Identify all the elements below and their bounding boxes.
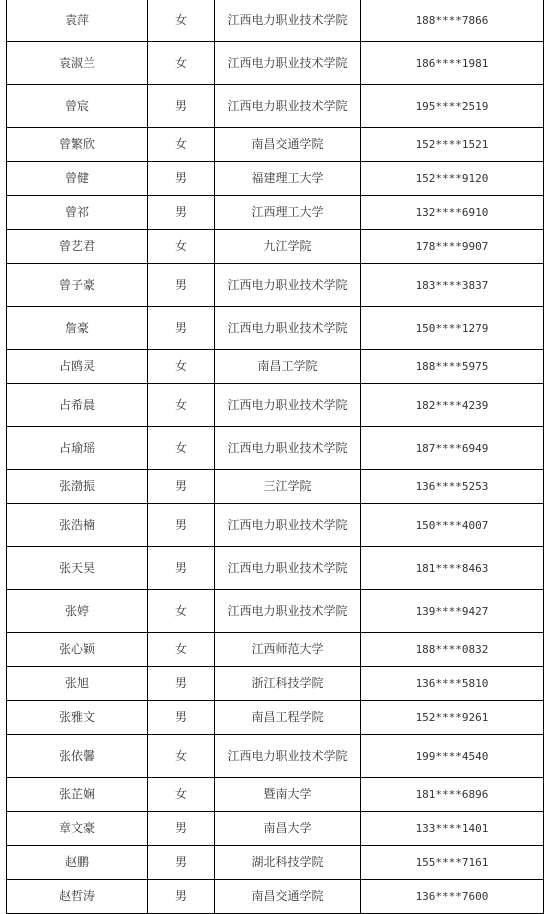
table-row: [7, 85, 544, 128]
name-cell: 张婷: [7, 590, 148, 633]
phone-cell: 152****9261: [361, 701, 544, 735]
school-cell: 江西师范大学: [215, 633, 361, 667]
gender-cell: 女: [148, 735, 215, 778]
name-cell: 张雅文: [7, 701, 148, 735]
school-cell: 江西电力职业技术学院: [215, 547, 361, 590]
school-cell: 南昌工学院: [215, 350, 361, 384]
table-row: [7, 504, 544, 547]
table-row: [7, 230, 544, 264]
roster-table: [6, 0, 544, 914]
school-cell: 暨南大学: [215, 778, 361, 812]
table-row: [7, 701, 544, 735]
phone-cell: 136****5253: [361, 470, 544, 504]
school-cell: 江西电力职业技术学院: [215, 735, 361, 778]
school-cell: 江西电力职业技术学院: [215, 384, 361, 427]
gender-cell: 女: [148, 778, 215, 812]
school-cell: 江西理工大学: [215, 196, 361, 230]
name-cell: 占鸥灵: [7, 350, 148, 384]
name-cell: 曾健: [7, 162, 148, 196]
phone-cell: 133****1401: [361, 812, 544, 846]
phone-cell: 150****4007: [361, 504, 544, 547]
phone-cell: 132****6910: [361, 196, 544, 230]
gender-cell: 男: [148, 846, 215, 880]
name-cell: 章文豪: [7, 812, 148, 846]
gender-cell: 男: [148, 701, 215, 735]
name-cell: 曾繁欣: [7, 128, 148, 162]
name-cell: 张旭: [7, 667, 148, 701]
gender-cell: 男: [148, 880, 215, 914]
gender-cell: 女: [148, 633, 215, 667]
table-row: [7, 384, 544, 427]
gender-cell: 男: [148, 85, 215, 128]
phone-cell: 199****4540: [361, 735, 544, 778]
name-cell: 曾宸: [7, 85, 148, 128]
gender-cell: 女: [148, 42, 215, 85]
table-row: [7, 350, 544, 384]
name-cell: 詹豪: [7, 307, 148, 350]
gender-cell: 女: [148, 0, 215, 42]
table-row: [7, 547, 544, 590]
table-row: [7, 196, 544, 230]
roster-table-body: [7, 0, 544, 914]
name-cell: 占希晨: [7, 384, 148, 427]
gender-cell: 男: [148, 162, 215, 196]
school-cell: 九江学院: [215, 230, 361, 264]
name-cell: 曾艺君: [7, 230, 148, 264]
name-cell: 袁淑兰: [7, 42, 148, 85]
name-cell: 张心颖: [7, 633, 148, 667]
phone-cell: 155****7161: [361, 846, 544, 880]
school-cell: 江西电力职业技术学院: [215, 0, 361, 42]
name-cell: 曾祁: [7, 196, 148, 230]
table-row: [7, 470, 544, 504]
table-row: [7, 880, 544, 914]
table-row: [7, 128, 544, 162]
gender-cell: 男: [148, 307, 215, 350]
phone-cell: 182****4239: [361, 384, 544, 427]
gender-cell: 女: [148, 230, 215, 264]
gender-cell: 女: [148, 384, 215, 427]
name-cell: 张浩楠: [7, 504, 148, 547]
table-row: [7, 162, 544, 196]
school-cell: 江西电力职业技术学院: [215, 85, 361, 128]
gender-cell: 男: [148, 504, 215, 547]
gender-cell: 男: [148, 667, 215, 701]
school-cell: 湖北科技学院: [215, 846, 361, 880]
table-row: [7, 42, 544, 85]
gender-cell: 男: [148, 547, 215, 590]
phone-cell: 188****0832: [361, 633, 544, 667]
gender-cell: 女: [148, 128, 215, 162]
name-cell: 张渤振: [7, 470, 148, 504]
phone-cell: 183****3837: [361, 264, 544, 307]
gender-cell: 男: [148, 470, 215, 504]
table-row: [7, 264, 544, 307]
school-cell: 福建理工大学: [215, 162, 361, 196]
gender-cell: 男: [148, 196, 215, 230]
gender-cell: 女: [148, 350, 215, 384]
phone-cell: 186****1981: [361, 42, 544, 85]
phone-cell: 181****8463: [361, 547, 544, 590]
phone-cell: 136****5810: [361, 667, 544, 701]
roster-table-container: [6, 0, 543, 914]
table-row: [7, 590, 544, 633]
phone-cell: 152****1521: [361, 128, 544, 162]
phone-cell: 152****9120: [361, 162, 544, 196]
name-cell: 曾子豪: [7, 264, 148, 307]
name-cell: 张天昊: [7, 547, 148, 590]
table-row: [7, 633, 544, 667]
phone-cell: 136****7600: [361, 880, 544, 914]
school-cell: 江西电力职业技术学院: [215, 264, 361, 307]
table-row: [7, 735, 544, 778]
name-cell: 袁萍: [7, 0, 148, 42]
table-row: [7, 846, 544, 880]
gender-cell: 男: [148, 264, 215, 307]
phone-cell: 187****6949: [361, 427, 544, 470]
school-cell: 江西电力职业技术学院: [215, 42, 361, 85]
name-cell: 张依馨: [7, 735, 148, 778]
school-cell: 浙江科技学院: [215, 667, 361, 701]
phone-cell: 181****6896: [361, 778, 544, 812]
phone-cell: 178****9907: [361, 230, 544, 264]
table-row: [7, 427, 544, 470]
table-row: [7, 778, 544, 812]
table-row: [7, 812, 544, 846]
table-row: [7, 667, 544, 701]
gender-cell: 男: [148, 812, 215, 846]
school-cell: 江西电力职业技术学院: [215, 427, 361, 470]
table-row: [7, 0, 544, 42]
name-cell: 赵鹏: [7, 846, 148, 880]
phone-cell: 150****1279: [361, 307, 544, 350]
phone-cell: 195****2519: [361, 85, 544, 128]
school-cell: 江西电力职业技术学院: [215, 307, 361, 350]
phone-cell: 188****5975: [361, 350, 544, 384]
gender-cell: 女: [148, 427, 215, 470]
school-cell: 南昌交通学院: [215, 128, 361, 162]
gender-cell: 女: [148, 590, 215, 633]
school-cell: 南昌工程学院: [215, 701, 361, 735]
table-row: [7, 307, 544, 350]
name-cell: 赵哲涛: [7, 880, 148, 914]
school-cell: 江西电力职业技术学院: [215, 590, 361, 633]
school-cell: 三江学院: [215, 470, 361, 504]
phone-cell: 188****7866: [361, 0, 544, 42]
school-cell: 南昌大学: [215, 812, 361, 846]
school-cell: 南昌交通学院: [215, 880, 361, 914]
phone-cell: 139****9427: [361, 590, 544, 633]
school-cell: 江西电力职业技术学院: [215, 504, 361, 547]
name-cell: 张芷娴: [7, 778, 148, 812]
name-cell: 占瑜瑶: [7, 427, 148, 470]
